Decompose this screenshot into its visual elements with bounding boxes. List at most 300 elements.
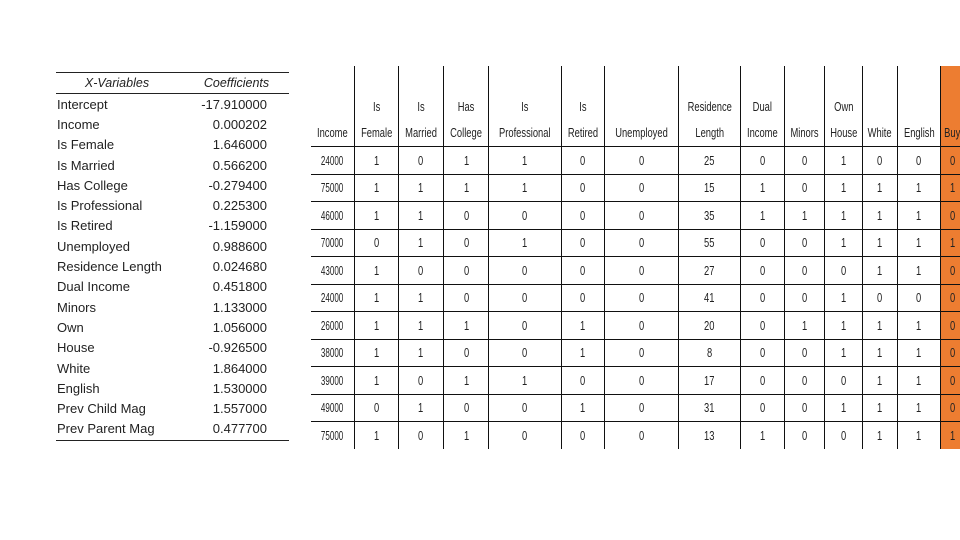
cell-english: [897, 284, 941, 312]
cell-english: [897, 202, 941, 230]
column-header-label: Own House: [829, 99, 858, 140]
cell-own: [824, 312, 863, 340]
cell-value: 0: [373, 235, 379, 251]
coefficient-value: 1.864000: [212, 360, 267, 376]
cell-value: 0: [916, 290, 922, 306]
coefficient-row: [56, 338, 289, 358]
cell-value: 1: [418, 235, 424, 251]
coefficients-heading: Coefficients: [203, 76, 270, 90]
cell-income: [311, 284, 354, 312]
cell-value: 0: [801, 262, 807, 278]
table-row: [311, 312, 960, 340]
cell-minors: [784, 202, 824, 230]
column-header-income: [311, 66, 354, 147]
cell-minors: [784, 312, 824, 340]
cell-buy: [941, 422, 960, 449]
cell-minors: [784, 367, 824, 395]
column-header-label: Minors: [790, 125, 819, 140]
cell-value: 1: [373, 290, 379, 306]
cell-value: 0: [801, 400, 807, 416]
column-header-label: Residence Length: [687, 99, 732, 140]
cell-married: [399, 284, 444, 312]
cell-professional: [489, 147, 562, 175]
coefficient-value: 0.225300: [212, 198, 267, 214]
cell-retired: [561, 174, 604, 202]
cell-own: [824, 367, 863, 395]
cell-value: 1: [840, 180, 847, 196]
table-row: [311, 339, 960, 367]
coefficient-variable-name: Residence Length: [57, 259, 162, 275]
cell-value: 1: [877, 207, 883, 223]
cell-value: 1: [522, 235, 528, 251]
data-table-body: [311, 147, 960, 449]
cell-own: [824, 202, 863, 230]
cell-buy: [941, 174, 960, 202]
cell-income: [311, 257, 354, 285]
column-header-retired: [561, 66, 604, 147]
cell-college: [444, 422, 489, 449]
cell-white: [863, 394, 897, 422]
column-header-label: Buy: [944, 125, 960, 140]
coefficient-variable-name: Has College: [57, 177, 128, 193]
x-variables-heading: X-Variables: [84, 76, 150, 90]
cell-married: [399, 339, 444, 367]
cell-white: [863, 422, 897, 449]
cell-income: [311, 147, 354, 175]
cell-residence: [678, 394, 740, 422]
cell-white: [863, 367, 897, 395]
cell-value: 0: [949, 290, 955, 306]
cell-unemployed: [604, 174, 678, 202]
coefficient-variable-name: English: [57, 380, 100, 396]
cell-retired: [561, 257, 604, 285]
cell-income: [311, 229, 354, 257]
cell-value: 1: [916, 427, 922, 443]
cell-female: [354, 229, 398, 257]
cell-value: 0: [801, 427, 807, 443]
column-header-residence: [678, 66, 740, 147]
cell-college: [444, 257, 489, 285]
coefficients-rows: [56, 94, 289, 439]
cell-dual: [741, 367, 785, 395]
cell-value: 0: [463, 262, 469, 278]
cell-value: 0: [949, 372, 955, 388]
coefficient-row: [56, 358, 289, 378]
cell-professional: [489, 202, 562, 230]
cell-retired: [561, 367, 604, 395]
cell-professional: [489, 367, 562, 395]
cell-value: 1: [759, 427, 766, 443]
cell-retired: [561, 202, 604, 230]
cell-value: 1: [373, 262, 379, 278]
cell-value: 0: [759, 345, 766, 361]
coefficient-variable-name: Income: [57, 116, 100, 132]
cell-value: 0: [580, 180, 586, 196]
cell-unemployed: [604, 394, 678, 422]
cell-married: [399, 147, 444, 175]
cell-retired: [561, 229, 604, 257]
coefficient-row: [56, 277, 289, 297]
coefficient-row: [56, 175, 289, 195]
column-header-unemployed: [604, 66, 678, 147]
table-row: [311, 229, 960, 257]
cell-college: [444, 202, 489, 230]
table-row: [311, 394, 960, 422]
cell-value: 1: [463, 317, 469, 333]
cell-income: [311, 394, 354, 422]
cell-professional: [489, 229, 562, 257]
table-row: [311, 367, 960, 395]
coefficients-table: [56, 72, 289, 441]
cell-professional: [489, 394, 562, 422]
cell-value: 0: [638, 152, 644, 168]
cell-unemployed: [604, 339, 678, 367]
column-header-label: English: [903, 125, 935, 140]
coefficients-header: [56, 72, 289, 94]
cell-value: 1: [916, 372, 922, 388]
cell-value: 0: [840, 427, 847, 443]
cell-value: 0: [801, 235, 807, 251]
cell-dual: [741, 147, 785, 175]
column-header-dual: [741, 66, 785, 147]
column-header-female: [354, 66, 398, 147]
cell-income: [311, 174, 354, 202]
coefficient-value: 0.566200: [212, 157, 267, 173]
cell-unemployed: [604, 312, 678, 340]
cell-minors: [784, 229, 824, 257]
cell-value: 20: [704, 317, 715, 333]
cell-value: 1: [418, 400, 424, 416]
cell-value: 49000: [321, 400, 344, 416]
cell-female: [354, 202, 398, 230]
data-table-header-row: [311, 66, 960, 147]
coefficient-value: 1.557000: [212, 401, 267, 417]
customer-data-table: [311, 66, 960, 449]
column-header-minors: [784, 66, 824, 147]
cell-value: 0: [877, 152, 883, 168]
column-header-married: [399, 66, 444, 147]
cell-own: [824, 394, 863, 422]
cell-married: [399, 202, 444, 230]
cell-value: 1: [373, 152, 379, 168]
cell-value: 0: [638, 290, 644, 306]
cell-value: 0: [638, 317, 644, 333]
cell-value: 0: [580, 427, 586, 443]
cell-value: 1: [373, 180, 379, 196]
cell-value: 0: [418, 262, 424, 278]
cell-college: [444, 367, 489, 395]
coefficient-row: [56, 297, 289, 317]
cell-value: 0: [759, 152, 766, 168]
cell-english: [897, 147, 941, 175]
cell-professional: [489, 312, 562, 340]
cell-english: [897, 257, 941, 285]
cell-value: 0: [463, 235, 469, 251]
cell-residence: [678, 174, 740, 202]
cell-value: 31: [704, 400, 715, 416]
cell-buy: [941, 147, 960, 175]
cell-college: [444, 229, 489, 257]
cell-own: [824, 147, 863, 175]
column-header-buy: [941, 66, 960, 147]
cell-value: 0: [949, 400, 955, 416]
cell-married: [399, 174, 444, 202]
cell-value: 1: [373, 317, 379, 333]
column-header-label: Dual Income: [747, 99, 778, 140]
cell-retired: [561, 147, 604, 175]
coefficient-variable-name: Dual Income: [57, 279, 130, 295]
cell-english: [897, 339, 941, 367]
cell-female: [354, 284, 398, 312]
cell-value: 1: [949, 427, 955, 443]
column-header-label: Unemployed: [614, 125, 668, 140]
coefficient-row: [56, 256, 289, 276]
cell-value: 75000: [321, 427, 344, 443]
cell-female: [354, 174, 398, 202]
table-row: [311, 174, 960, 202]
cell-dual: [741, 394, 785, 422]
coefficient-value: -0.926500: [208, 340, 267, 356]
cell-value: 0: [463, 207, 469, 223]
cell-own: [824, 257, 863, 285]
cell-value: 0: [638, 180, 644, 196]
cell-value: 0: [522, 290, 528, 306]
cell-value: 1: [840, 152, 847, 168]
cell-value: 0: [638, 207, 644, 223]
cell-value: 0: [877, 290, 883, 306]
cell-white: [863, 312, 897, 340]
cell-minors: [784, 422, 824, 449]
cell-value: 1: [916, 235, 922, 251]
cell-unemployed: [604, 284, 678, 312]
cell-value: 0: [638, 400, 644, 416]
column-header-label: Is Married: [405, 99, 437, 140]
cell-value: 1: [418, 317, 424, 333]
cell-value: 0: [949, 207, 955, 223]
cell-unemployed: [604, 147, 678, 175]
coefficient-value: 0.477700: [212, 421, 267, 437]
cell-unemployed: [604, 202, 678, 230]
cell-income: [311, 422, 354, 449]
cell-value: 13: [704, 427, 715, 443]
cell-value: 1: [877, 372, 883, 388]
cell-value: 0: [949, 317, 955, 333]
cell-value: 1: [463, 372, 469, 388]
cell-value: 0: [522, 400, 528, 416]
cell-dual: [741, 339, 785, 367]
cell-value: 1: [877, 427, 883, 443]
cell-value: 15: [704, 180, 715, 196]
cell-value: 26000: [321, 317, 344, 333]
cell-minors: [784, 257, 824, 285]
cell-value: 0: [840, 372, 847, 388]
coefficient-value: 0.024680: [212, 259, 267, 275]
cell-english: [897, 367, 941, 395]
coefficient-value: 0.451800: [212, 279, 267, 295]
cell-white: [863, 339, 897, 367]
cell-value: 24000: [321, 152, 344, 168]
cell-female: [354, 422, 398, 449]
cell-buy: [941, 229, 960, 257]
cell-value: 0: [916, 152, 922, 168]
cell-value: 1: [463, 180, 469, 196]
cell-value: 0: [463, 290, 469, 306]
cell-value: 1: [877, 262, 883, 278]
cell-married: [399, 312, 444, 340]
cell-value: 1: [373, 207, 379, 223]
column-header-white: [863, 66, 897, 147]
cell-value: 1: [877, 180, 883, 196]
cell-value: 0: [949, 345, 955, 361]
cell-income: [311, 339, 354, 367]
coefficient-value: -17.910000: [201, 96, 267, 112]
cell-retired: [561, 422, 604, 449]
coefficient-variable-name: Intercept: [57, 96, 108, 112]
cell-value: 1: [877, 317, 883, 333]
cell-value: 0: [638, 262, 644, 278]
cell-value: 0: [580, 235, 586, 251]
cell-value: 0: [759, 372, 766, 388]
coefficient-value: 1.646000: [212, 137, 267, 153]
cell-residence: [678, 312, 740, 340]
cell-value: 8: [706, 345, 712, 361]
cell-value: 1: [418, 180, 424, 196]
cell-buy: [941, 339, 960, 367]
column-header-label: Is Female: [360, 99, 392, 140]
cell-value: 38000: [321, 345, 344, 361]
cell-dual: [741, 312, 785, 340]
cell-value: 0: [522, 317, 528, 333]
cell-minors: [784, 394, 824, 422]
table-row: [311, 422, 960, 449]
cell-value: 0: [801, 345, 807, 361]
cell-value: 0: [949, 262, 955, 278]
cell-value: 1: [373, 427, 379, 443]
cell-value: 17: [704, 372, 715, 388]
cell-english: [897, 229, 941, 257]
cell-unemployed: [604, 367, 678, 395]
cell-value: 39000: [321, 372, 344, 388]
cell-value: 0: [522, 262, 528, 278]
coefficient-value: -1.159000: [208, 218, 267, 234]
cell-value: 1: [801, 317, 807, 333]
cell-value: 1: [522, 152, 528, 168]
cell-married: [399, 257, 444, 285]
cell-value: 0: [840, 262, 847, 278]
cell-residence: [678, 284, 740, 312]
cell-minors: [784, 284, 824, 312]
cell-married: [399, 367, 444, 395]
column-header-label: Is Retired: [567, 99, 598, 140]
cell-value: 46000: [321, 207, 344, 223]
cell-value: 1: [759, 180, 766, 196]
cell-value: 1: [418, 207, 424, 223]
cell-buy: [941, 257, 960, 285]
coefficient-variable-name: Is Married: [57, 157, 115, 173]
cell-professional: [489, 257, 562, 285]
coefficient-variable-name: Unemployed: [57, 238, 130, 254]
cell-dual: [741, 422, 785, 449]
cell-value: 0: [418, 152, 424, 168]
cell-value: 1: [522, 372, 528, 388]
cell-value: 0: [463, 400, 469, 416]
column-header-own: [824, 66, 863, 147]
coefficient-variable-name: Is Female: [57, 137, 115, 153]
cell-value: 0: [522, 207, 528, 223]
cell-value: 1: [877, 345, 883, 361]
cell-dual: [741, 257, 785, 285]
cell-value: 41: [704, 290, 715, 306]
table-row: [311, 284, 960, 312]
cell-value: 35: [704, 207, 715, 223]
cell-value: 1: [580, 345, 586, 361]
cell-female: [354, 367, 398, 395]
coefficient-variable-name: Minors: [57, 299, 97, 315]
cell-value: 0: [580, 152, 586, 168]
column-header-english: [897, 66, 941, 147]
cell-value: 1: [840, 207, 847, 223]
coefficient-row: [56, 135, 289, 155]
cell-value: 1: [840, 400, 847, 416]
cell-own: [824, 229, 863, 257]
cell-value: 1: [916, 317, 922, 333]
cell-value: 1: [580, 400, 586, 416]
cell-value: 1: [840, 345, 847, 361]
cell-professional: [489, 422, 562, 449]
cell-retired: [561, 394, 604, 422]
cell-buy: [941, 312, 960, 340]
cell-white: [863, 174, 897, 202]
coefficient-row: [56, 236, 289, 256]
coefficient-row: [56, 114, 289, 134]
cell-white: [863, 284, 897, 312]
coefficient-variable-name: White: [57, 360, 91, 376]
cell-own: [824, 284, 863, 312]
cell-value: 1: [949, 235, 955, 251]
cell-value: 24000: [321, 290, 344, 306]
cell-income: [311, 312, 354, 340]
cell-buy: [941, 202, 960, 230]
cell-white: [863, 147, 897, 175]
column-header-label: Has College: [450, 99, 482, 140]
cell-english: [897, 422, 941, 449]
cell-value: 0: [463, 345, 469, 361]
cell-residence: [678, 229, 740, 257]
cell-value: 27: [704, 262, 715, 278]
coefficient-row: [56, 216, 289, 236]
cell-value: 1: [580, 317, 586, 333]
cell-unemployed: [604, 229, 678, 257]
cell-value: 1: [949, 180, 955, 196]
cell-residence: [678, 367, 740, 395]
cell-own: [824, 422, 863, 449]
cell-residence: [678, 147, 740, 175]
cell-value: 1: [373, 345, 379, 361]
cell-buy: [941, 284, 960, 312]
coefficient-value: -0.279400: [208, 177, 267, 193]
table-row: [311, 257, 960, 285]
cell-value: 0: [373, 400, 379, 416]
cell-value: 1: [916, 345, 922, 361]
cell-residence: [678, 257, 740, 285]
coefficient-row: [56, 398, 289, 418]
cell-value: 0: [418, 427, 424, 443]
cell-buy: [941, 394, 960, 422]
cell-value: 0: [638, 345, 644, 361]
cell-value: 75000: [321, 180, 344, 196]
cell-value: 0: [580, 262, 586, 278]
cell-value: 1: [916, 180, 922, 196]
